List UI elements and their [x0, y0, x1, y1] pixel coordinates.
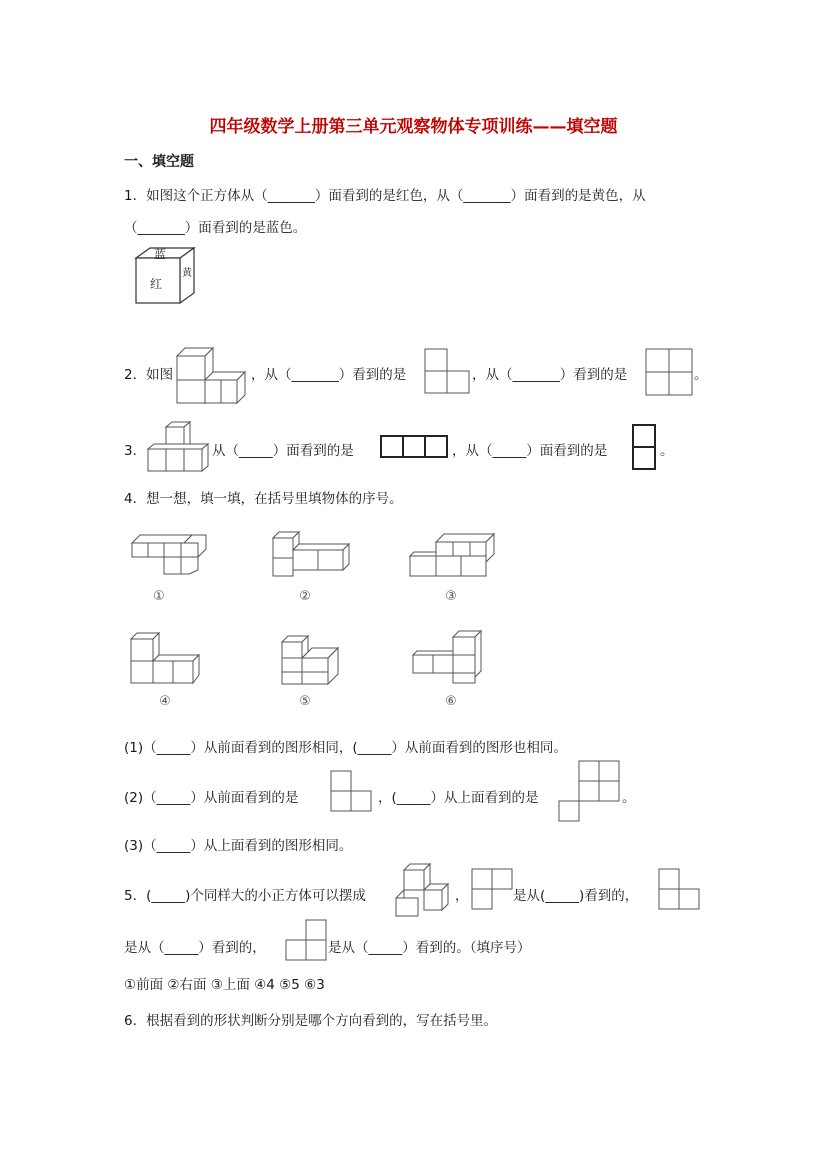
- q1-color-cube: [136, 248, 196, 308]
- q1-top-label: 蓝: [154, 247, 167, 261]
- q3-view-a: [380, 435, 448, 458]
- q5-d: 是从（_____）看到的，: [124, 940, 266, 956]
- q3-block-figure: [148, 422, 210, 472]
- q4-label-6: ⑥: [445, 694, 457, 709]
- q2-view-b: [646, 349, 692, 395]
- q6-text: 6．根据看到的形状判断分别是哪个方向看到的，写在括号里。: [124, 1013, 498, 1029]
- q4-sub2-a: (2)（_____）从前面看到的是: [124, 790, 299, 806]
- q4-label-2: ②: [299, 589, 311, 604]
- q4-sub3: (3)（_____）从上面看到的图形相同。: [124, 838, 353, 854]
- q5-e: 是从（_____）看到的。（填序号）: [328, 940, 531, 956]
- q3-mid2: ，从（_____）面看到的是: [452, 443, 608, 459]
- q4-text: 4．想一想，填一填，在括号里填物体的序号。: [124, 491, 403, 507]
- section-heading: 一、填空题: [124, 154, 194, 170]
- q4-figure-3: [410, 534, 496, 578]
- q4-figure-2: [273, 530, 351, 578]
- q4-sub2-view-b: [559, 761, 621, 823]
- q5-view-b: [659, 869, 701, 911]
- q1-front-label: 红: [150, 277, 163, 291]
- q2-block-figure: [177, 343, 247, 403]
- q5-view-a: [472, 869, 514, 909]
- q4-figure-1: [132, 535, 208, 577]
- q3-view-b: [632, 424, 656, 470]
- q1-side-label: 黄: [182, 268, 192, 279]
- q4-sub2-b: ，(_____）从上面看到的是: [378, 790, 539, 806]
- q5-block-figure: [396, 862, 450, 918]
- q4-label-3: ③: [445, 589, 457, 604]
- q5-b: ，: [455, 888, 469, 904]
- q2-prefix: 2．如图: [124, 367, 174, 383]
- q5-view-c: [286, 920, 328, 962]
- q3-suffix: 。: [660, 443, 674, 459]
- q4-sub2-view-a: [331, 771, 373, 813]
- q2-suffix: 。: [694, 367, 708, 383]
- q4-figure-5: [282, 634, 340, 686]
- q2-mid2: ，从（_______）看到的是: [472, 367, 628, 383]
- q2-mid1: ，从（_______）看到的是: [251, 367, 407, 383]
- q5-a: 5．(_____)个同样大的小正方体可以摆成: [124, 888, 366, 904]
- q4-figure-4: [131, 629, 201, 685]
- q4-label-1: ①: [153, 589, 165, 604]
- page-title: 四年级数学上册第三单元观察物体专项训练——填空题: [209, 117, 618, 137]
- q1-line2: （_______）面看到的是蓝色。: [124, 220, 307, 236]
- q3-mid1: 从（_____）面看到的是: [212, 443, 354, 459]
- q1-line1: 1．如图这个正方体从（_______）面看到的是红色，从（_______）面看到的是黄色，从: [124, 188, 646, 204]
- q4-sub1: (1)（_____）从前面看到的图形相同，(_____）从前面看到的图形也相同。: [124, 740, 567, 756]
- q5-options: ①前面 ②右面 ③上面 ④4 ⑤5 ⑥3: [124, 977, 325, 993]
- q4-sub2-c: 。: [622, 790, 636, 806]
- q4-label-5: ⑤: [299, 694, 311, 709]
- q4-figure-6: [413, 629, 483, 685]
- q4-label-4: ④: [159, 694, 171, 709]
- q2-view-a: [425, 349, 469, 393]
- q3-prefix: 3．: [124, 443, 147, 459]
- q5-c: 是从(_____)看到的，: [513, 888, 639, 904]
